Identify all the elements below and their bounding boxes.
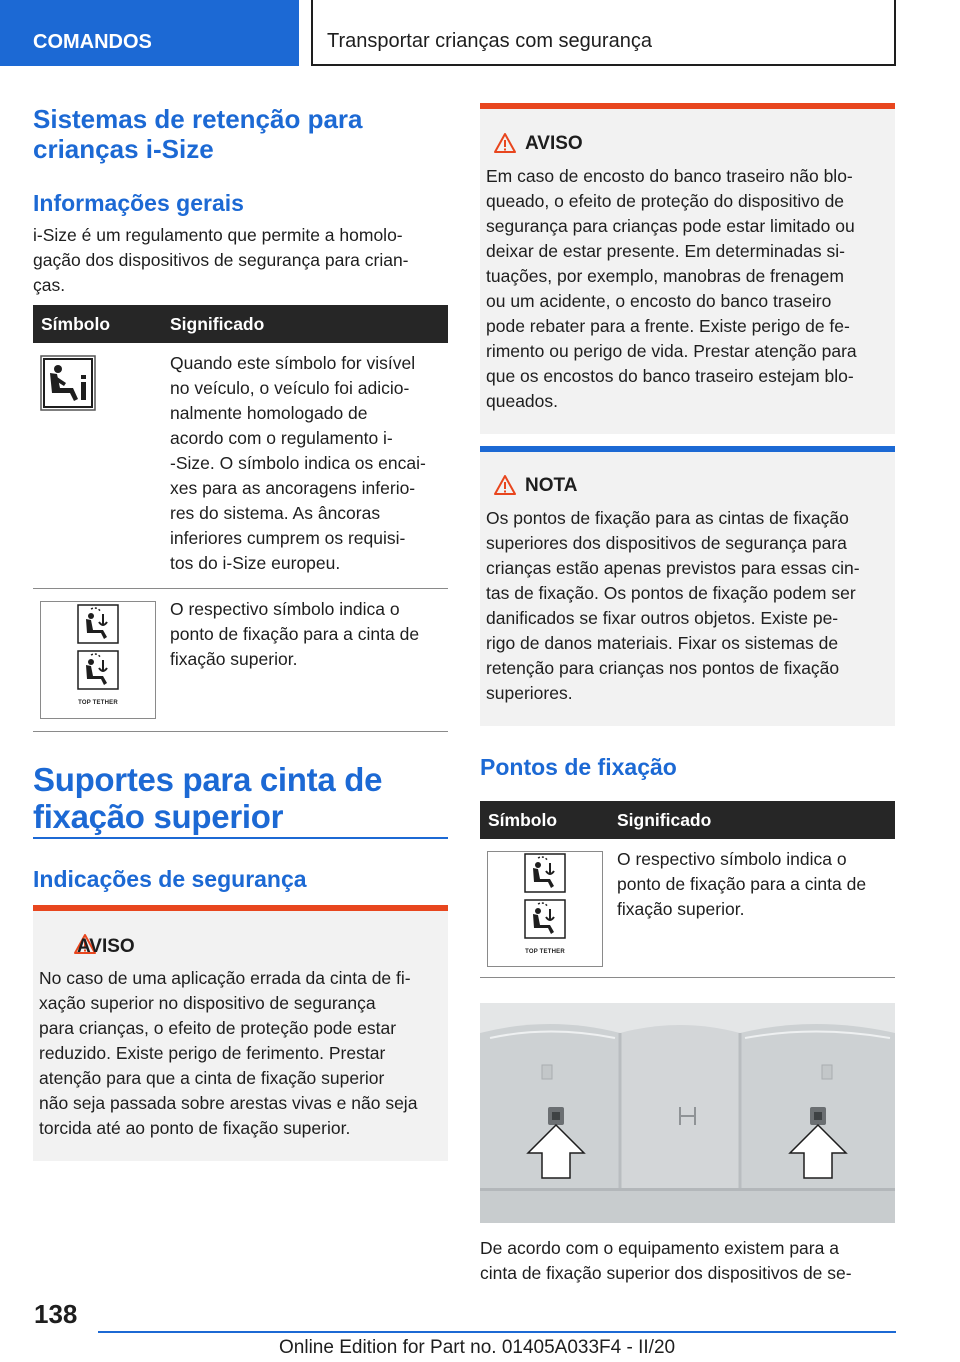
warning-bar [33,905,448,911]
symbol-cell [480,839,609,978]
heading-isize: Sistemas de retenção para crianças i-Size [33,104,363,164]
warning-box [480,103,895,434]
warning-title: AVISO [77,936,135,957]
top-tether-label: TOP TETHER [78,700,118,706]
symbol-cell [33,589,162,732]
note-title: NOTA [525,475,578,496]
intro-paragraph: i-Size é um regulamento que permite a homolo- gação dos dispositivos de segurança para crian- ças. [33,225,409,295]
tether-seat-icon [77,650,119,690]
table-row [33,589,448,732]
warning-bar [480,103,895,109]
col-header-meaning: Significado [162,305,448,343]
rear-seat-anchor-photo [480,1003,895,1223]
table-row [33,343,448,589]
heading-general-info: Informações gerais [33,190,244,216]
heading-safety: Indicações de segurança [33,866,307,892]
section-tab: COMANDOS [0,0,299,66]
warning-text: Em caso de encosto do banco traseiro não blo- queado, o efeito de proteção do dispositivo de segurança para crianças pode estar limitado ou deixar de estar presente. Em determinadas si- tuações, por exemplo, manobras de frenagem ou um acidente, o encosto do banco traseiro pode rebater para a frente. Existe perigo de fe- rimento ou perigo de vida. Prestar atenção para que os encostos do banco traseiro estejam blo- queados. [486,166,857,411]
isize-symbol-table [33,305,448,732]
isize-icon [40,355,96,411]
col-header-meaning: Significado [609,801,895,839]
meaning-cell: O respectivo símbolo indica o ponto de fixação para a cinta de fixação superior. [609,839,895,978]
warning-title: AVISO [525,133,583,154]
note-text: Os pontos de fixação para as cintas de fixação superiores dos dispositivos de segurança para crianças estão apenas previstos para essas cin- tas de fixação. Os pontos de fixação podem ser danificados se fixar outros objetos. Existe pe- rigo de danos materiais. Fixar os sistemas de retenção para crianças nos pontos de fixação superiores. [486,508,860,703]
meaning-cell: Quando este símbolo for visível no veículo, o veículo foi adicio- nalmente homologado de acordo com o regulamento i- -Size. O símbolo indica os encai- xes para as ancoragens inferio- res do sistema. As âncoras inferiores cumprem os requisi- tos do i-Size europeu. [162,343,448,589]
warning-text: No caso de uma aplicação errada da cinta de fi- xação superior no dispositivo de segurança para crianças, o efeito de proteção pode estar reduzido. Existe perigo de ferimento. Prestar atenção para que a cinta de fixação superior não seja passada sobre arestas vivas e não seja torcida até ao ponto de fixação superior. [39,968,418,1138]
heading-anchor-points: Pontos de fixação [480,754,677,780]
footer-edition: Online Edition for Part no. 01405A033F4 - II/20 [279,1337,676,1358]
tether-seat-icon [77,604,119,644]
table-row [480,839,895,978]
note-box [480,446,895,726]
meaning-cell: O respectivo símbolo indica o ponto de fixação para a cinta de fixação superior. [162,589,448,732]
equipment-paragraph: De acordo com o equipamento existem para a cinta de fixação superior dos dispositivos de se- [480,1238,852,1283]
heading-top-tether: Suportes para cinta de fixação superior [33,761,383,835]
anchor-symbol-table [480,801,895,978]
col-header-symbol: Símbolo [480,801,609,839]
warning-box [33,905,448,1161]
chapter-title: Transportar crianças com segurança [311,0,896,66]
top-tether-icon [487,851,603,967]
warning-triangle-icon [493,132,517,154]
tether-seat-icon [524,899,566,939]
top-tether-label: TOP TETHER [525,949,565,955]
note-bar [480,446,895,452]
col-header-symbol: Símbolo [33,305,162,343]
footer-divider [98,1331,896,1333]
heading-divider [33,837,448,839]
symbol-cell [33,343,162,589]
top-tether-icon [40,601,156,719]
note-triangle-icon [493,474,517,496]
tether-seat-icon [524,853,566,893]
page-number: 138 [34,1299,78,1329]
